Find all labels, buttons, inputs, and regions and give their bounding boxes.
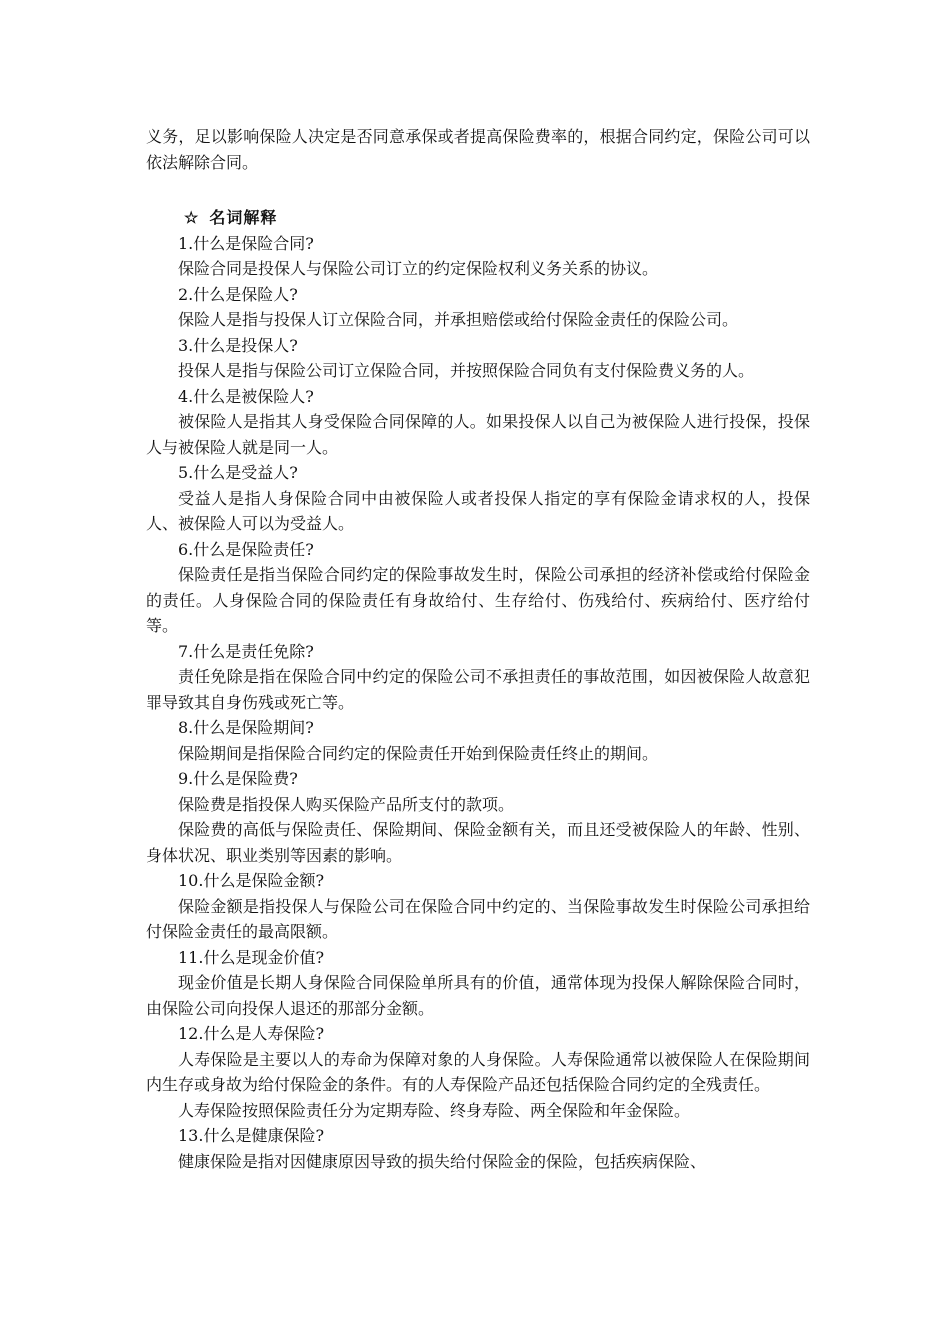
definition-question: 1.什么是保险合同? <box>178 233 314 253</box>
definition-answer: 健康保险是指对因健康原因导致的损失给付保险金的保险，包括疾病保险、 <box>178 1151 707 1171</box>
definition-answer: 保险责任是指当保险合同约定的保险事故发生时，保险公司承担的经济补偿或给付保险金的责任。人身保险合同的保险责任有身故给付、生存给付、伤残给付、疾病给付、医疗给付等。 <box>146 565 810 635</box>
definition-answer: 被保险人是指其人身受保险合同保障的人。如果投保人以自己为被保险人进行投保，投保人与被保险人就是同一人。 <box>146 412 810 457</box>
definition-question: 13.什么是健康保险? <box>178 1126 325 1145</box>
document-page <box>146 124 810 1174</box>
definition-question: 7.什么是责任免除? <box>178 641 314 661</box>
section-heading <box>146 205 810 231</box>
definition-answer: 保险人是指与投保人订立保险合同，并承担赔偿或给付保险金责任的保险公司。 <box>178 310 739 329</box>
star-icon: ☆ <box>184 208 200 227</box>
section-title: 名词解释 <box>209 208 278 227</box>
definition-answer: 受益人是指人身保险合同中由被保险人或者投保人指定的享有保险金请求权的人，投保人、被保险人可以为受益人。 <box>146 488 810 533</box>
definition-question: 8.什么是保险期间? <box>178 718 314 737</box>
definition-answer: 投保人是指与保险公司订立保险合同，并按照保险合同负有支付保险费义务的人。 <box>178 361 755 380</box>
definitions-list <box>146 231 810 1175</box>
definition-answer: 保险金额是指投保人与保险公司在保险合同中约定的、当保险事故发生时保险公司承担给付保险金责任的最高限额。 <box>146 896 810 941</box>
definition-question: 11.什么是现金价值? <box>178 947 325 967</box>
definition-answer: 责任免除是指在保险合同中约定的保险公司不承担责任的事故范围，如因被保险人故意犯罪导致其自身伤残或死亡等。 <box>146 667 810 712</box>
definition-answer: 保险费的高低与保险责任、保险期间、保险金额有关，而且还受被保险人的年龄、性别、身体状况、职业类别等因素的影响。 <box>146 820 810 865</box>
intro-paragraph: 义务，足以影响保险人决定是否同意承保或者提高保险费率的，根据合同约定，保险公司可以依法解除合同。 <box>146 127 810 172</box>
definition-question: 5.什么是受益人? <box>178 463 298 482</box>
definition-answer: 保险合同是投保人与保险公司订立的约定保险权利义务关系的协议。 <box>178 259 659 278</box>
definition-question: 3.什么是投保人? <box>178 335 298 355</box>
definition-question: 2.什么是保险人? <box>178 284 298 304</box>
definition-answer: 保险期间是指保险合同约定的保险责任开始到保险责任终止的期间。 <box>178 743 659 763</box>
definition-question: 9.什么是保险费? <box>178 769 298 788</box>
definition-question: 4.什么是被保险人? <box>178 386 314 406</box>
definition-question: 6.什么是保险责任? <box>178 539 314 559</box>
definition-answer: 保险费是指投保人购买保险产品所支付的款项。 <box>178 794 515 814</box>
definition-question: 10.什么是保险金额? <box>178 871 325 890</box>
definition-question: 12.什么是人寿保险? <box>178 1024 325 1043</box>
definition-answer: 人寿保险是主要以人的寿命为保障对象的人身保险。人寿保险通常以被保险人在保险期间内生存或身故为给付保险金的条件。有的人寿保险产品还包括保险合同约定的全残责任。 <box>146 1049 810 1094</box>
definition-answer: 现金价值是长期人身保险合同保险单所具有的价值，通常体现为投保人解除保险合同时，由保险公司向投保人退还的那部分金额。 <box>146 973 810 1018</box>
definition-answer: 人寿保险按照保险责任分为定期寿险、终身寿险、两全保险和年金保险。 <box>178 1100 691 1120</box>
